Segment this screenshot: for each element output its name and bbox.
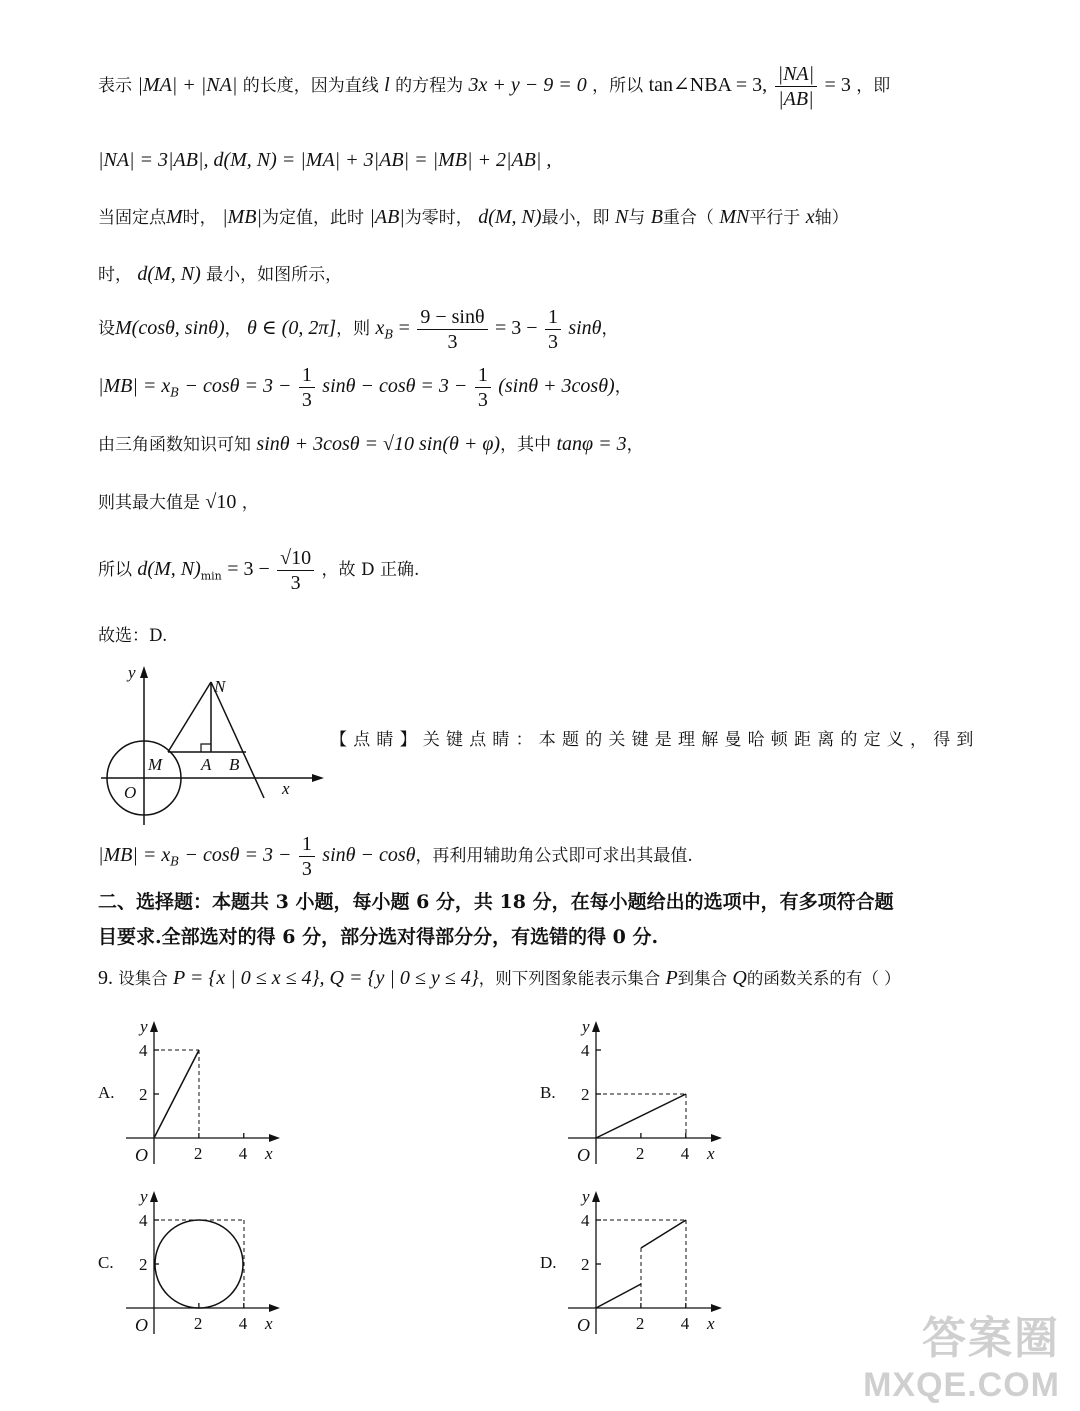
math: − cosθ = 3 − [184,844,292,866]
text: 的函数关系的有（ ） [746,969,901,988]
numerator: 1 [545,305,561,330]
numerator: 1 [475,363,491,388]
fraction [475,363,491,412]
y-axis-arrow [140,666,148,678]
text: 当固定点 [98,208,166,228]
text: 由三角函数知识可知 [98,435,251,455]
text: 轴） [814,208,849,228]
y-axis-arrow [150,1191,158,1202]
question-9 [98,966,901,990]
text: 故选：D. [98,626,168,646]
text: ，则下列图象能表示集合 [478,969,661,988]
watermark [863,1302,1060,1405]
math: |NA| = 3|AB|, d(M, N) = |MA| + 3|AB| = |MB| + 2|AB| , [98,149,552,171]
math: (sinθ + 3cosθ) [498,375,615,397]
note-line [330,730,980,750]
text: 的长度，因为直线 [242,76,379,96]
y-axis-arrow [592,1021,600,1032]
option-A-label: A. [98,1083,115,1102]
text: 设 [98,319,115,339]
y-tick-label: 4 [581,1041,590,1060]
math: P [665,967,678,989]
text: ， [601,319,619,339]
x-axis-label: x [707,1144,715,1163]
x-axis-arrow [269,1304,280,1312]
math: P = {x | 0 ≤ x ≤ 4}, Q = {y | 0 ≤ y ≤ 4} [173,967,479,989]
y-tick-label: 4 [139,1211,148,1230]
text: 时， [182,208,217,228]
section-heading-line-1: 二、选择题：本题共 3 小题，每小题 6 分，共 18 分，在每小题给出的选项中，有多项符合题 [98,891,894,913]
x-tick-label: 4 [680,1314,690,1333]
origin-label: O [577,1145,590,1165]
option-B-label: B. [540,1083,556,1102]
y-axis-arrow [150,1021,158,1032]
text: 所以 [98,560,132,580]
y-axis-label: y [582,1187,590,1206]
math: θ ∈ (0, 2π] [247,317,337,339]
graph-segment [596,1284,641,1308]
denominator: 3 [547,331,558,353]
subscript: B [384,327,394,342]
math: sinθ + 3cosθ = √10 sin(θ + φ) [256,433,501,455]
numerator: 1 [299,832,315,857]
math: M [166,206,183,228]
math: = 3 [824,74,851,96]
option-C-label: C. [98,1253,114,1272]
option-C-graph [118,1180,288,1340]
subscript: min [200,569,222,583]
x-tick-label: 2 [193,1144,203,1163]
math: B [650,206,663,228]
math: sinθ − cosθ [322,844,416,866]
origin-label: O [577,1315,590,1335]
text: ， [241,493,259,513]
origin-label: O [135,1145,148,1165]
x-axis-label: x [265,1144,273,1163]
text-line-4 [98,262,342,286]
denominator: |AB| [778,88,814,110]
text: 的方程为 [395,76,464,96]
label-B: B [229,755,240,774]
graph-segment [596,1094,686,1138]
note-text: 【点睛】关键点睛：本题的关键是理解曼哈顿距离的定义，得到 [330,730,980,750]
x-tick-label: 2 [635,1314,645,1333]
origin-label: O [135,1315,148,1335]
denominator: 3 [301,389,312,411]
subscript: B [170,854,180,869]
denominator: 3 [447,331,458,353]
text: ，所以 [592,76,644,96]
math: x [805,206,815,228]
label-M: M [148,755,163,774]
y-axis-label: y [140,1187,148,1206]
watermark-logo: 答案圈 [922,1314,1060,1363]
x-tick-label: 4 [680,1144,690,1163]
label-x: x [282,779,290,798]
math: = [398,317,410,339]
math: |MB| = x [98,375,171,397]
right-angle-mark [201,744,211,752]
math: √10 [205,491,237,513]
math: = 3 − [227,558,270,580]
math: Q [732,967,747,989]
fraction [277,546,314,595]
y-tick-label: 2 [581,1255,590,1274]
text-line-11 [98,832,693,881]
option-D-graph [560,1180,730,1340]
x-tick-label: 2 [635,1144,645,1163]
text: 重合（ [662,208,714,228]
line-MN [168,682,211,752]
denominator: 3 [290,572,301,594]
math: tan∠NBA = 3, [648,74,768,96]
denominator: 3 [477,389,488,411]
x-axis-arrow [269,1134,280,1142]
line-l [211,682,264,798]
text: 表示 [98,76,132,96]
text: 与 [628,208,646,228]
text: 为定值，此时 [261,208,364,228]
x-tick-label: 4 [238,1144,248,1163]
text: 最小，如图所示， [206,265,343,285]
text: ， [614,377,632,397]
math: N [614,206,629,228]
y-axis-label: y [582,1017,590,1036]
text: 则其最大值是 [98,493,200,513]
math: d(M, N) [137,263,201,285]
text: ，则 [336,319,371,339]
text-line-9 [98,546,419,595]
x-axis-arrow [711,1134,722,1142]
text-line-1 [98,62,890,111]
text: 最小，即 [541,208,610,228]
text: ， [626,435,644,455]
numerator: |NA| [775,62,818,87]
watermark-url: MXQE.COM [863,1366,1060,1404]
option-B-graph [560,1010,730,1170]
text: ，即 [856,76,891,96]
numerator: 1 [299,363,315,388]
text: 时， [98,265,132,285]
text: 到集合 [677,969,728,988]
math: |AB| [369,206,405,228]
text-line-8 [98,490,259,514]
fraction [299,832,315,881]
text: 平行于 [749,208,801,228]
text: ，故 D 正确. [321,560,420,580]
math: |MB| = x [98,844,171,866]
x-axis-arrow [711,1304,722,1312]
x-tick-label: 2 [193,1314,203,1333]
math: − cosθ = 3 − [184,375,292,397]
graph-segment [641,1220,686,1248]
math: |MA| + |NA| [137,74,238,96]
subscript: B [170,385,180,400]
math: sinθ − cosθ = 3 − [322,375,468,397]
y-axis-arrow [592,1191,600,1202]
numerator: √10 [277,546,314,571]
math: 3x + y − 9 = 0 [468,74,587,96]
math: sinθ [568,317,602,339]
question-number: 9. [98,967,113,989]
label-O: O [124,783,137,802]
geometry-figure [96,660,326,830]
fraction [545,305,561,354]
x-axis-arrow [312,774,324,782]
math: MN [719,206,750,228]
denominator: 3 [301,858,312,880]
y-axis-label: y [140,1017,148,1036]
text-line-3 [98,205,849,229]
text: ，其中 [500,435,552,455]
text: 设集合 [118,969,168,988]
text-line-2 [98,148,551,172]
label-y: y [128,663,136,682]
fraction [775,62,818,111]
label-N: N [214,677,226,696]
graph-segment [154,1050,199,1138]
math: l [384,74,390,96]
math: d(M, N) [478,206,542,228]
y-tick-label: 2 [139,1255,148,1274]
text-line-5 [98,305,619,354]
label-A: A [201,755,212,774]
text-line-7 [98,432,644,456]
math: |MB| [222,206,262,228]
x-axis-label: x [265,1314,273,1333]
y-tick-label: 2 [581,1085,590,1104]
text: 为零时， [404,208,473,228]
text-line-10 [98,626,167,646]
fraction [299,363,315,412]
math: tanφ = 3 [556,433,627,455]
math: x [375,317,385,339]
math: = 3 − [494,317,538,339]
y-tick-label: 4 [139,1041,148,1060]
numerator: 9 − sinθ [417,305,487,330]
text: ， [224,319,242,339]
text-line-6 [98,363,632,412]
y-tick-label: 4 [581,1211,590,1230]
math: d(M, N) [137,558,201,580]
fraction [417,305,487,354]
option-D-label: D. [540,1253,557,1272]
graph-circle [155,1220,243,1308]
option-A-graph [118,1010,288,1170]
math: M(cosθ, sinθ) [115,317,225,339]
section-heading-line-2: 目要求.全部选对的得 6 分，部分选对得部分分，有选错的得 0 分. [98,926,659,948]
x-axis-label: x [707,1314,715,1333]
text: ，再利用辅助角公式即可求出其最值. [415,846,693,866]
x-tick-label: 4 [238,1314,248,1333]
y-tick-label: 2 [139,1085,148,1104]
